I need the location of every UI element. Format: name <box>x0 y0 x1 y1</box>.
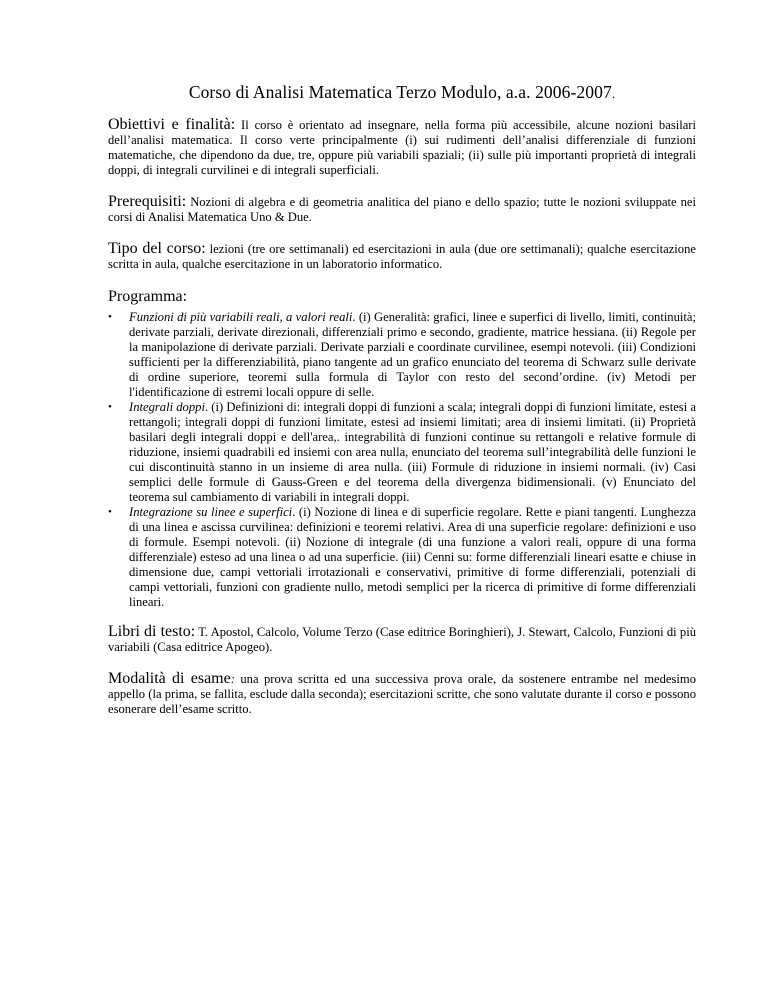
prerequisiti-label: Prerequisiti: <box>108 193 187 210</box>
title-text: Corso di Analisi Matematica Terzo Modulo, a.a. 2006-2007 <box>188 82 612 102</box>
title-suffix: . <box>611 86 616 101</box>
section-modalita <box>108 671 696 717</box>
modalita-label: Modalità di esame <box>108 670 231 687</box>
bullet-icon: • <box>108 506 112 518</box>
section-tipo <box>108 241 696 272</box>
bullet-icon: • <box>108 311 112 323</box>
programma-item-title: Funzioni di più variabili reali, a valori reali <box>129 310 353 324</box>
bullet-icon: • <box>108 401 112 413</box>
programma-item-title: Integrazione su linee e superfici <box>129 505 293 519</box>
section-prerequisiti <box>108 194 696 225</box>
section-libri <box>108 624 696 655</box>
tipo-text: lezioni (tre ore settimanali) ed esercitazioni in aula (due ore settimanali); qualche esercitazione scritta in aula, qualche esercitazione in un laboratorio informatico. <box>108 242 696 271</box>
programma-list <box>108 310 696 610</box>
programma-item <box>108 310 696 400</box>
programma-item-text: . (i) Nozione di linea e di superficie regolare. Rette e piani tangenti. Lunghezza di una linea e ascissa curvilinea: definizioni e teoremi relativi. Area di una superficie regolare: definizioni e uso di formule. Esempi notevoli. (ii) Nozione di integrale (di una funzione a valori reali, oppure di una forma differenziale) esteso ad una linea o ad una superficie. (iii) Cenni su: forme differenziali lineari esatte e chiuse in dimensione due, campi vettoriali irrotazionali e conservativi, primitive di forme differenziali, potenziali di campi vettoriali, funzioni con gradiente nullo, metodi semplici per la ricerca di primitive di forme differenziali lineari. <box>129 505 696 609</box>
obiettivi-text: Il corso è orientato ad insegnare, nella forma più accessibile, alcune nozioni basilari dell’analisi matematica. Il corso verte principalmente (i) sui rudimenti dell’analisi differenziale di funzioni matematiche, che dipendono da due, tre, oppure più variabili spaziali; (ii) sulle più importanti proprietà di integrali doppi, di integrali curvilinei e di integrali superficiali. <box>108 118 696 177</box>
programma-item-text: . (i) Generalità: grafici, linee e superfici di livello, limiti, continuità; derivate parziali, derivate direzionali, differenziali primo e secondo, gradiente, matrice hessiana. (ii) Regole per la manipolazione di derivate parziali. Derivate parziali e coordinate curvilinee, esempi notevoli. (iii) Condizioni sufficienti per la differenziabilità, piano tangente ad un grafico enunciato del teorema di Schwarz sulle derivate di ordine superiore, teoremi sulla formula di Taylor con resto del second’ordine. (iv) Metodi per l'identificazione di estremi locali oppure di selle. <box>129 310 696 399</box>
tipo-label: Tipo del corso: <box>108 240 206 257</box>
prerequisiti-text: Nozioni di algebra e di geometria analitica del piano e dello spazio; tutte le nozioni sviluppate nei corsi di Analisi Matematica Uno & Due. <box>108 195 696 224</box>
section-obiettivi <box>108 117 696 178</box>
programma-item-title: Integrali doppi <box>129 400 205 414</box>
programma-item <box>108 505 696 610</box>
libri-text: T. Apostol, Calcolo, Volume Terzo (Case editrice Boringhieri), J. Stewart, Calcolo, Funzioni di più variabili (Casa editrice Apogeo). <box>108 625 696 654</box>
programma-item <box>108 400 696 505</box>
section-programma <box>108 288 696 610</box>
programma-item-text: . (i) Definizioni di: integrali doppi di funzioni a scala; integrali doppi di funzioni limitate, estesi a rettangoli; integrali doppi di funzioni limitate, estesi ad insiemi limitati; area di insiemi limitati. (ii) Proprietà basilari degli integrali doppi e dell'area,. integrabilità di funzioni continue su rettangoli e relative formule di riduzione, insiemi quadrabili ed insiemi con area nulla, enunciato del teorema sull’integrabilità delle funzioni le cui discontinuità stanno in un insieme di area nulla. (iii) Formule di riduzione in insiemi normali. (iv) Casi semplici delle formule di Gauss-Green e del teorema della divergenza bidimensionali. (v) Enunciato del teorema sul cambiamento di variabili in integrali doppi. <box>129 400 696 504</box>
obiettivi-label: Obiettivi e finalità: <box>108 116 236 133</box>
modalita-label-suffix: : <box>230 672 235 686</box>
modalita-text: una prova scritta ed una successiva prova orale, da sostenere entrambe nel medesimo appello (la prima, se fallita, esclude dalla seconda); esercitazioni scritte, che sono valutate durante il corso e possono esonerare dell’esame scritto. <box>108 672 696 716</box>
libri-label: Libri di testo: <box>108 623 196 640</box>
page-title <box>108 0 696 117</box>
programma-label: Programma: <box>108 288 188 305</box>
